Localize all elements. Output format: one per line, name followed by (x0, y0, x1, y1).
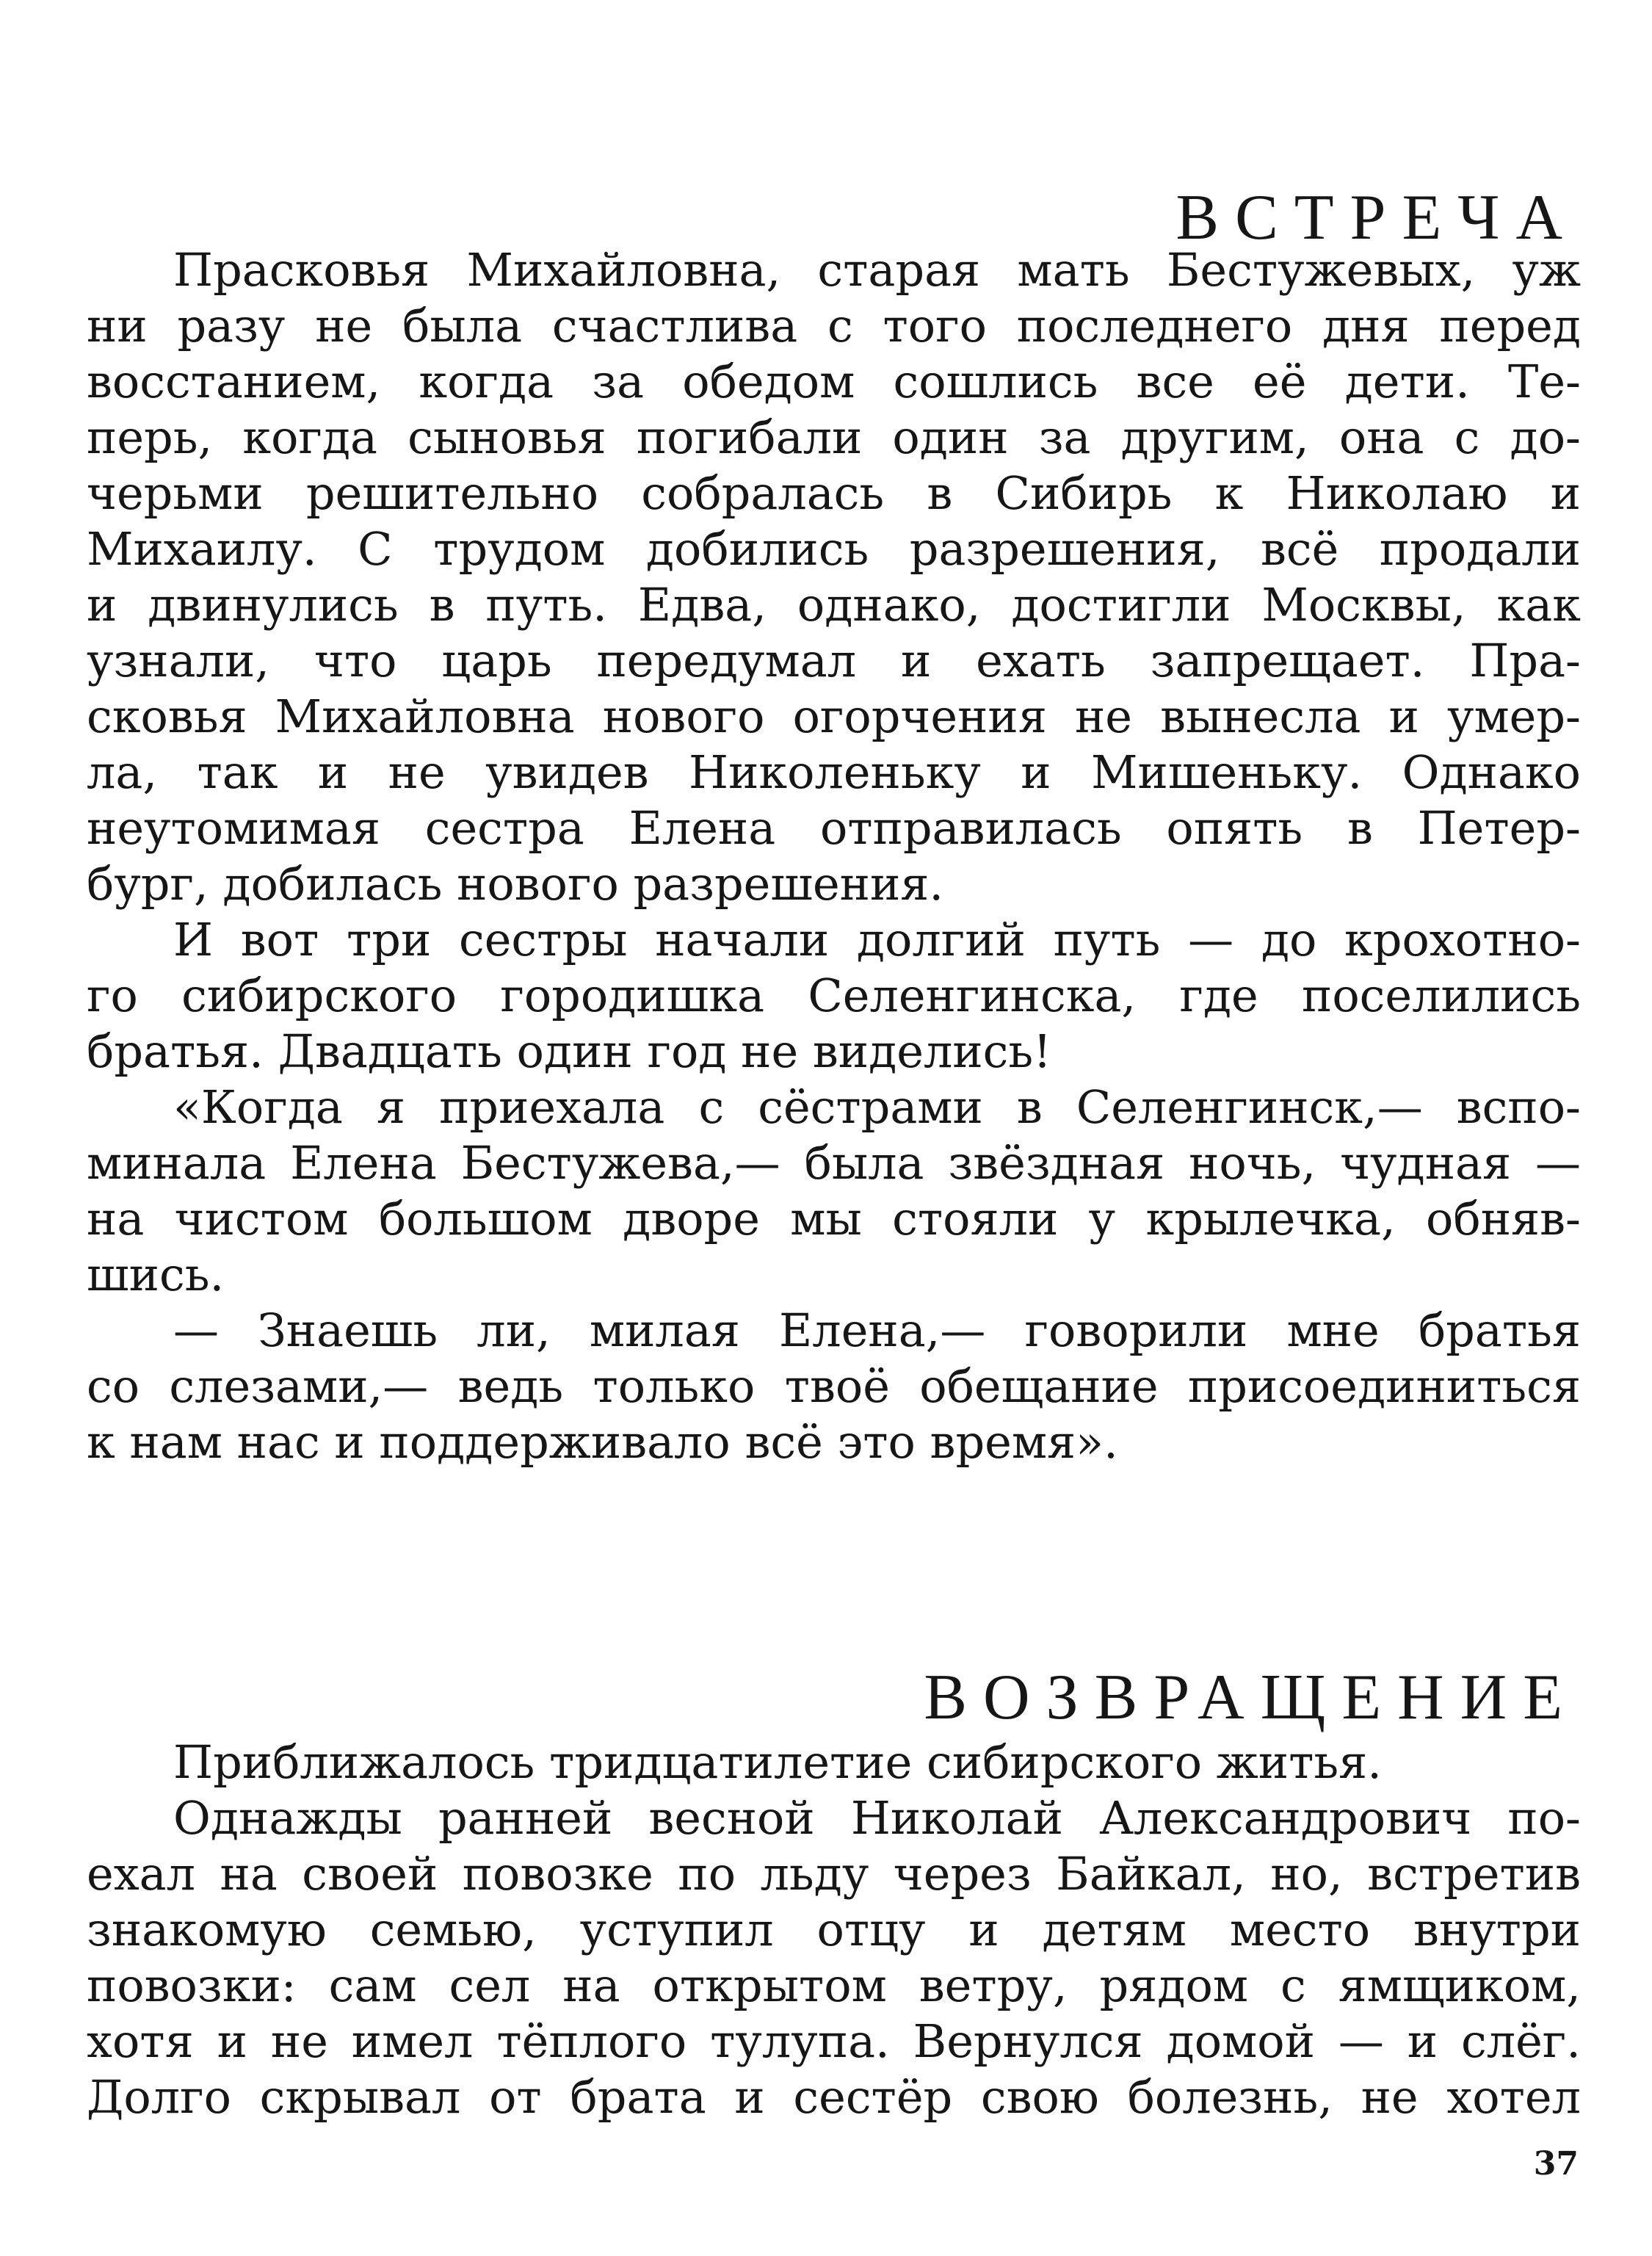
text-line: Долго скрывал от брата и сестёр свою болезнь, не хотел (87, 2070, 1581, 2124)
text-line: Однажды ранней весной Николай Александрович по- (173, 1791, 1581, 1845)
text-line: И вот три сестры начали долгий путь — до крохотно- (173, 913, 1581, 966)
text-line: и двинулись в путь. Едва, однако, достигли Москвы, как (87, 578, 1581, 632)
text-line: на чистом большом дворе мы стояли у крылечка, обняв- (87, 1192, 1581, 1246)
text-line: Приближалось тридцатилетие сибирского житья. (173, 1735, 1382, 1789)
text-line: ехал на своей повозке по льду через Байкал, но, встретив (87, 1847, 1581, 1901)
text-line: со слезами,— ведь только твоё обещание присоединиться (87, 1359, 1581, 1413)
text-line: бург, добилась нового разрешения. (87, 857, 944, 911)
section-text-return (87, 1735, 1581, 2125)
text-line: восстанием, когда за обедом сошлись все её дети. Те- (87, 355, 1581, 408)
section-heading-return: ВОЗВРАЩЕНИЕ (924, 1662, 1579, 1734)
section-heading-meeting: ВСТРЕЧА (1175, 182, 1579, 254)
text-line: ла, так и не увидев Николеньку и Мишеньку. Однако (87, 745, 1581, 799)
text-line: ни разу не была счастлива с того последнего дня перед (87, 299, 1581, 352)
text-line: шись. (87, 1248, 225, 1301)
text-line: го сибирского городишка Селенгинска, где поселились (87, 969, 1581, 1022)
text-line: узнали, что царь передумал и ехать запрещает. Пра- (87, 634, 1581, 687)
section-text-meeting (87, 242, 1581, 1470)
text-line: перь, когда сыновья погибали один за другим, она с до- (87, 411, 1581, 464)
text-line: сковья Михайловна нового огорчения не вынесла и умер- (87, 690, 1581, 743)
text-line: — Знаешь ли, милая Елена,— говорили мне братья (173, 1304, 1581, 1357)
text-line: Прасковья Михайловна, старая мать Бестужевых, уж (173, 243, 1581, 297)
text-line: братья. Двадцать один год не виделись! (87, 1024, 1052, 1078)
text-line: знакомую семью, уступил отцу и детям место внутри (87, 1903, 1581, 1956)
text-line: минала Елена Бестужева,— была звёздная ночь, чудная — (87, 1136, 1581, 1190)
page-number: 37 (1533, 2145, 1579, 2183)
text-line: Михаилу. С трудом добились разрешения, всё продали (87, 522, 1581, 576)
text-line: «Когда я приехала с сёстрами в Селенгинск,— вспо- (173, 1080, 1581, 1134)
text-line: повозки: сам сел на открытом ветру, рядом с ямщиком, (87, 1959, 1581, 2012)
text-line: к нам нас и поддерживало всё это время». (87, 1415, 1118, 1469)
text-line: неутомимая сестра Елена отправилась опять в Петер- (87, 801, 1581, 855)
text-line: хотя и не имел тёплого тулупа. Вернулся домой — и слёг. (87, 2014, 1581, 2068)
text-line: черьми решительно собралась в Сибирь к Николаю и (87, 466, 1581, 520)
